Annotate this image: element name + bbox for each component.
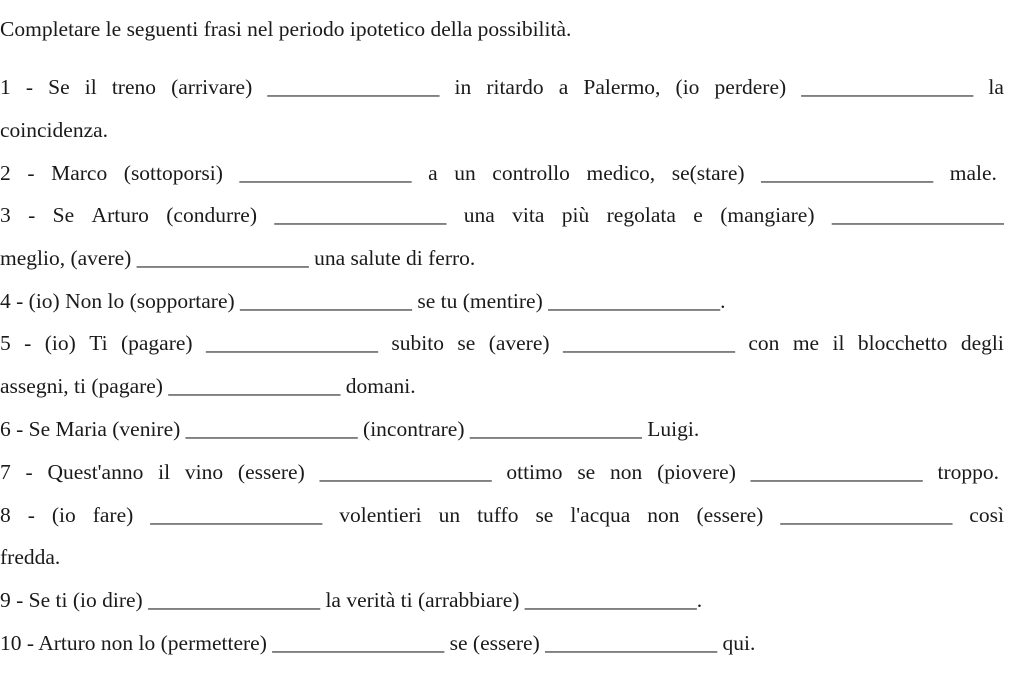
answer-blank: ________________ [267, 75, 440, 99]
answer-blank: ________________ [239, 161, 412, 185]
word: 5 [0, 331, 11, 355]
answer-blank: ________________ [750, 460, 923, 484]
exercise-1-line-2: coincidenza. [0, 118, 109, 142]
word: ottimo [506, 460, 563, 484]
word: se [535, 503, 554, 527]
word: la [988, 75, 1004, 99]
word: un [454, 161, 476, 185]
word: a [428, 161, 438, 185]
word: subito [391, 331, 444, 355]
word: (avere) [488, 331, 550, 355]
word: Arturo [91, 203, 149, 227]
word: - [28, 203, 36, 227]
word: se [577, 460, 596, 484]
word: degli [960, 331, 1004, 355]
word: perdere) [714, 75, 787, 99]
word: - [24, 331, 32, 355]
word: in [454, 75, 472, 99]
word: (essere) [696, 503, 764, 527]
word: (piovere) [657, 460, 736, 484]
word: l'acqua [570, 503, 631, 527]
exercise-10-line-1: 10 - Arturo non lo (permettere) ________________ se (essere) ________________ qui. [0, 631, 756, 655]
exercise-5-line-2: assegni, ti (pagare) ________________ domani. [0, 374, 416, 398]
word: blocchetto [857, 331, 948, 355]
answer-blank: ________________ [780, 503, 953, 527]
answer-blank: ________________ [205, 331, 378, 355]
word: - [27, 503, 35, 527]
word: regolata [606, 203, 676, 227]
exercise-7-line-1 [0, 459, 999, 485]
word: il [84, 75, 97, 99]
word: fare) [92, 503, 134, 527]
word: Quest'anno [47, 460, 144, 484]
instructions: Completare le seguenti frasi nel periodo ipotetico della possibilità. [0, 17, 572, 41]
word: medico, [586, 161, 656, 185]
word: a [558, 75, 569, 99]
word: una [463, 203, 495, 227]
word: con [748, 331, 780, 355]
word: tuffo [477, 503, 519, 527]
answer-blank: ________________ [562, 331, 735, 355]
word: (sottoporsi) [123, 161, 223, 185]
exercise-1-line-1 [0, 74, 1004, 100]
answer-blank: ________________ [801, 75, 974, 99]
exercise-8-line-2: fredda. [0, 545, 61, 569]
word: Ti [89, 331, 108, 355]
answer-blank: ________________ [761, 161, 934, 185]
word: - [25, 460, 33, 484]
word: un [438, 503, 461, 527]
word: - [27, 161, 35, 185]
word: controllo [492, 161, 570, 185]
answer-blank: ________________ [150, 503, 323, 527]
word: se(stare) [671, 161, 745, 185]
word: 1 [0, 75, 11, 99]
word: così [969, 503, 1004, 527]
word: (essere) [237, 460, 305, 484]
word: 3 [0, 203, 11, 227]
word: il [158, 460, 171, 484]
answer-blank: ________________ [831, 203, 1004, 227]
word: (arrivare) [171, 75, 253, 99]
answer-blank: ________________ [274, 203, 447, 227]
word: treno [111, 75, 156, 99]
word: male. [949, 161, 997, 185]
exercise-8-line-1 [0, 502, 1004, 528]
exercise-2-line-1 [0, 160, 997, 186]
exercise-3-line-2: meglio, (avere) ________________ una salute di ferro. [0, 246, 476, 270]
word: (condurre) [166, 203, 257, 227]
word: - [25, 75, 34, 99]
word: ritardo [486, 75, 544, 99]
exercise-4-line-1: 4 - (io) Non lo (sopportare) ________________ se tu (mentire) ________________. [0, 289, 726, 313]
word: (io [51, 503, 76, 527]
word: me [792, 331, 820, 355]
word: Se [52, 203, 75, 227]
word: non [647, 503, 680, 527]
word: e [693, 203, 703, 227]
word: Palermo, [583, 75, 661, 99]
exercise-6-line-1: 6 - Se Maria (venire) ________________ (incontrare) ________________ Luigi. [0, 417, 700, 441]
word: Se [48, 75, 70, 99]
word: più [561, 203, 590, 227]
word: non [610, 460, 643, 484]
word: il [832, 331, 845, 355]
exercise-3-line-1 [0, 202, 1004, 228]
word: 7 [0, 460, 11, 484]
word: (pagare) [120, 331, 193, 355]
word: volentieri [339, 503, 422, 527]
answer-blank: ________________ [319, 460, 492, 484]
word: vita [512, 203, 545, 227]
word: 8 [0, 503, 11, 527]
word: se [457, 331, 476, 355]
word: 2 [0, 161, 11, 185]
exercise-5-line-1 [0, 330, 1004, 356]
word: vino [184, 460, 224, 484]
word: (mangiare) [720, 203, 815, 227]
word: troppo. [937, 460, 999, 484]
word: (io) [44, 331, 76, 355]
word: (io [675, 75, 700, 99]
word: Marco [51, 161, 108, 185]
exercise-9-line-1: 9 - Se ti (io dire) ________________ la verità ti (arrabbiare) ________________. [0, 588, 703, 612]
